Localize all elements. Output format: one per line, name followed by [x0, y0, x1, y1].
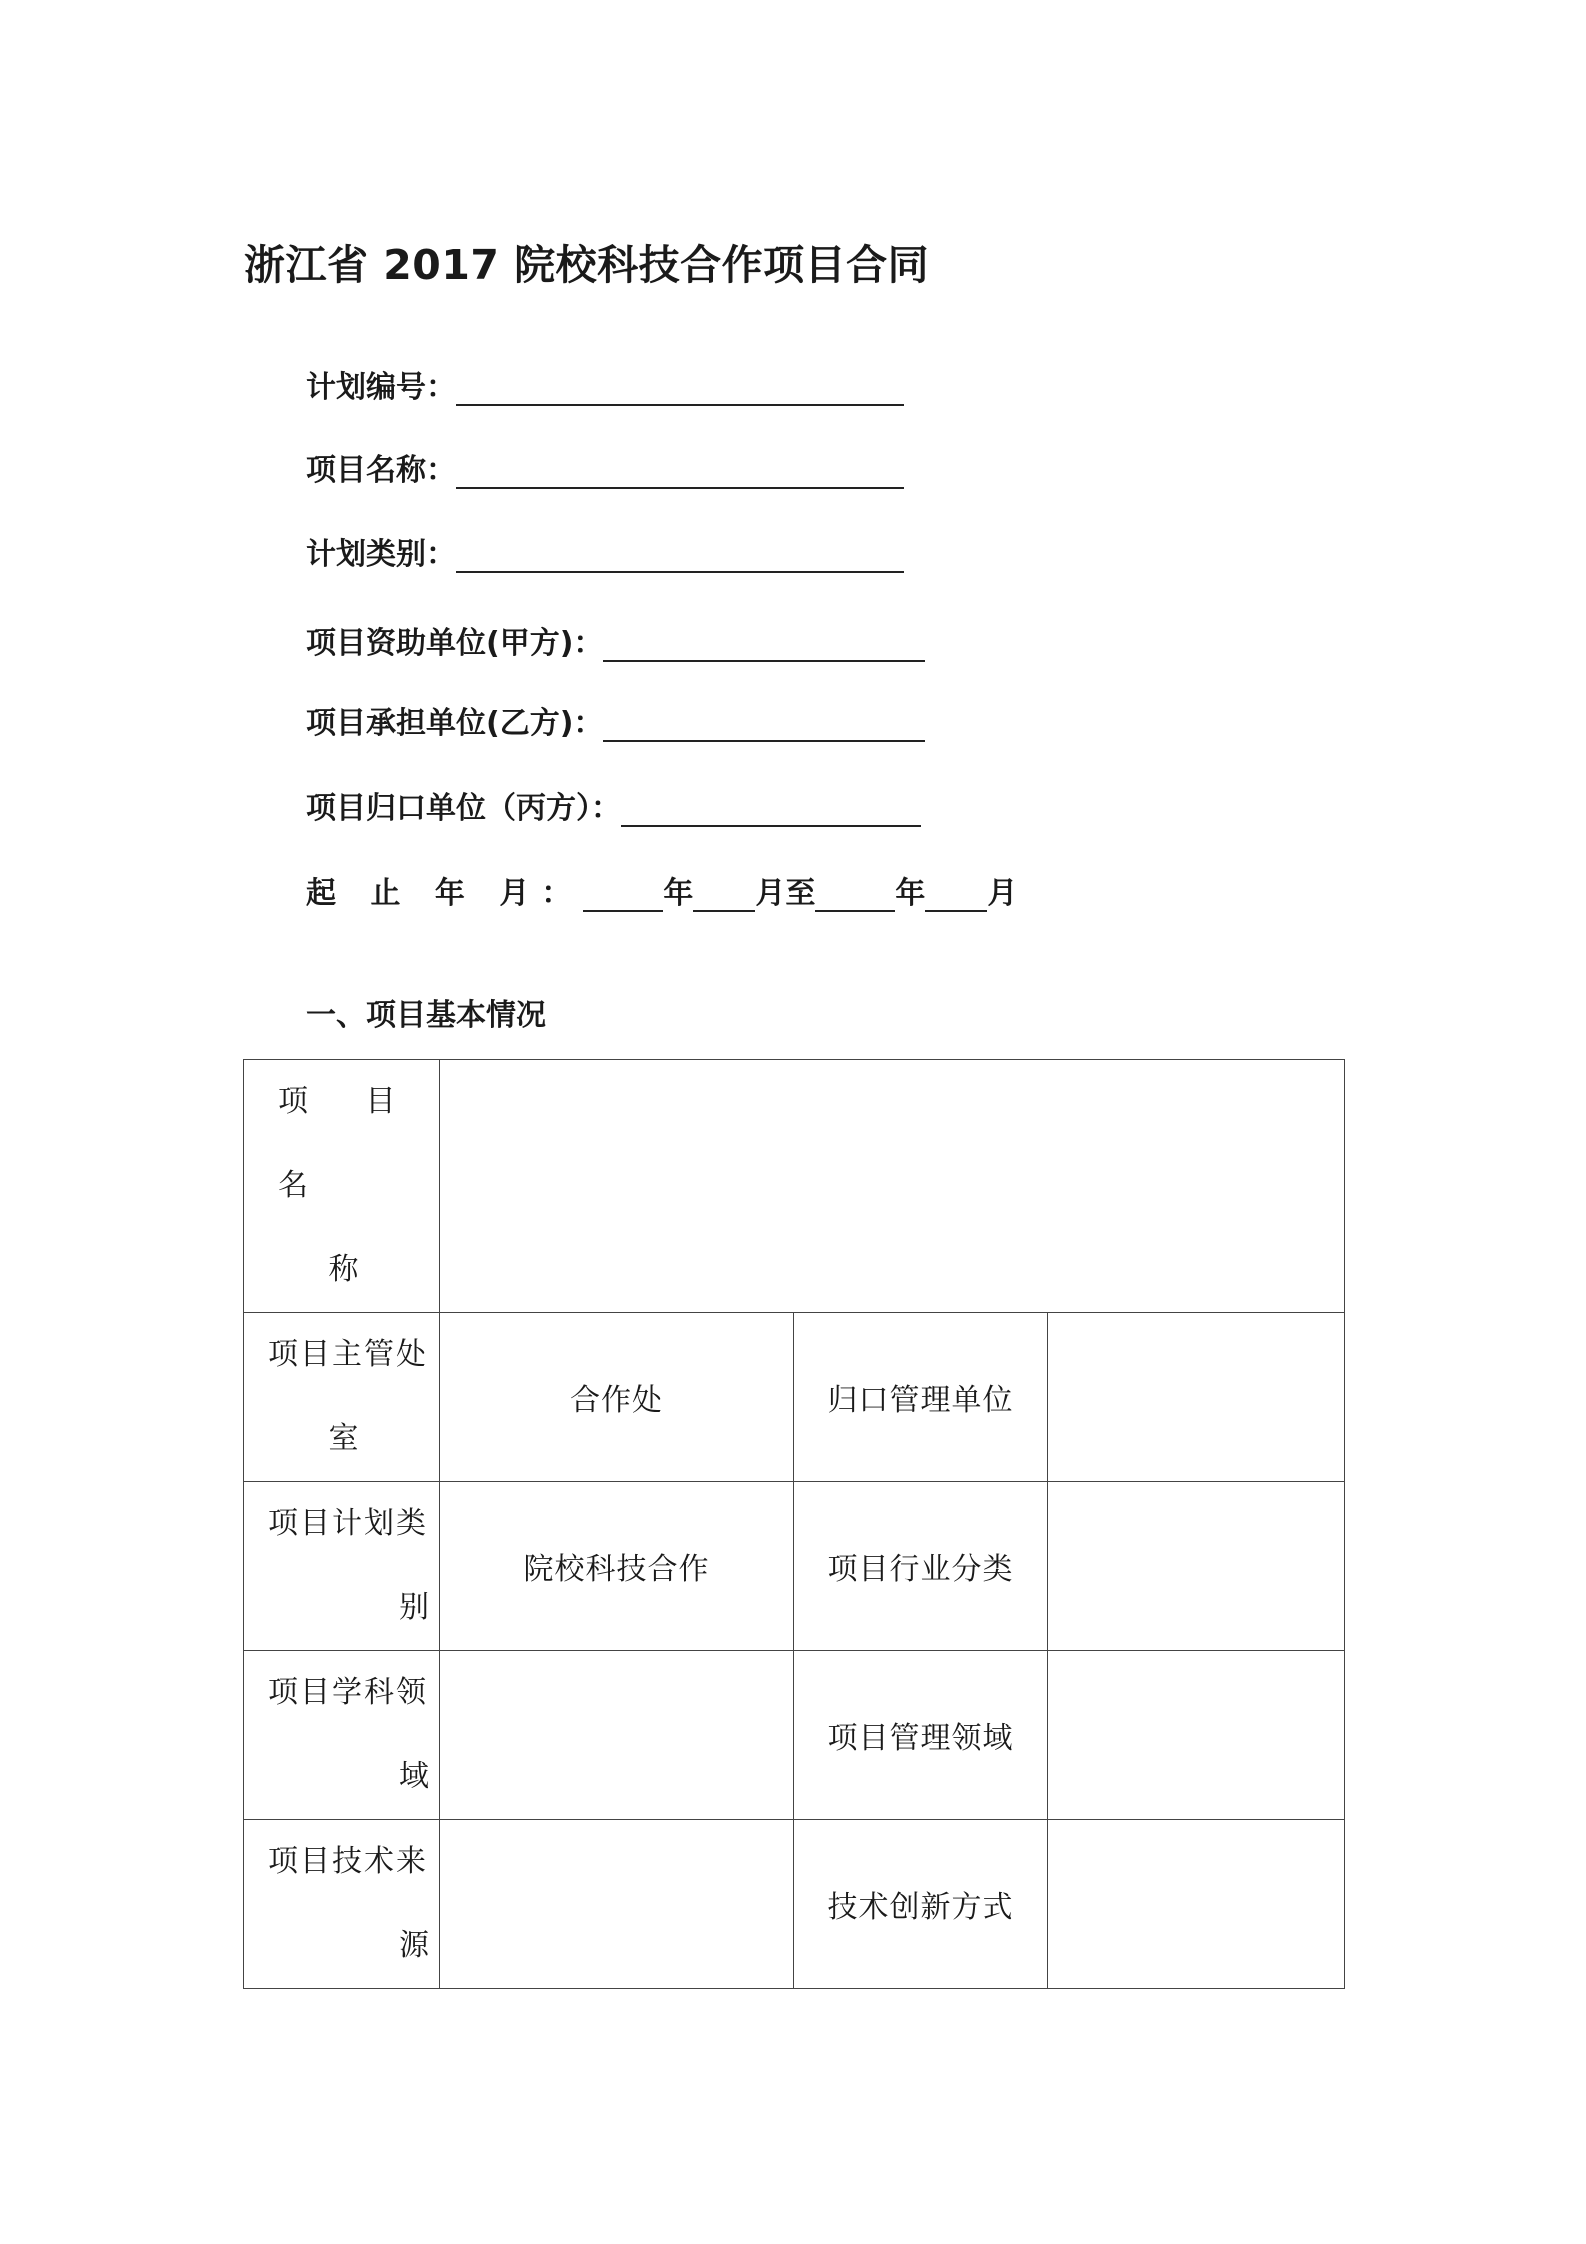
period-label: 起 止 年 月： — [306, 876, 584, 911]
table-row — [244, 1060, 1345, 1313]
undertaking-unit-label: 项目承担单位(乙方)： — [306, 706, 604, 741]
row-label-line2: 域 — [399, 1759, 429, 1794]
table-cell-label — [244, 1820, 440, 1989]
year-label-1: 年 — [663, 876, 694, 911]
plan-number-label: 计划编号： — [306, 370, 456, 405]
plan-category-label: 计划类别： — [306, 537, 456, 572]
table-row — [244, 1482, 1345, 1651]
table-cell-label — [244, 1313, 440, 1482]
project-name-blank[interactable] — [456, 449, 904, 489]
table-row — [244, 1313, 1345, 1482]
table-cell-value-b[interactable] — [1048, 1820, 1345, 1989]
row-label-line2: 称 — [328, 1252, 359, 1287]
undertaking-unit-field — [306, 696, 925, 742]
table-cell-value-b[interactable] — [1048, 1313, 1345, 1482]
table-cell-value[interactable]: 合作处 — [440, 1313, 794, 1482]
table-cell-value-b[interactable] — [1048, 1651, 1345, 1820]
row-label-line1: 项 目 名 — [278, 1084, 420, 1203]
funding-unit-field — [306, 616, 925, 662]
table-cell-value[interactable] — [440, 1651, 794, 1820]
table-cell-label — [244, 1060, 440, 1313]
row-label-line2: 室 — [328, 1421, 359, 1456]
row-label-line2: 源 — [399, 1928, 429, 1963]
admin-unit-blank[interactable] — [621, 787, 921, 827]
table-cell-label-b: 归口管理单位 — [794, 1313, 1048, 1482]
table-cell-label — [244, 1651, 440, 1820]
year-label-2: 年 — [895, 876, 926, 911]
table-cell-label-b: 项目管理领域 — [794, 1651, 1048, 1820]
table-cell-label-b: 技术创新方式 — [794, 1820, 1048, 1989]
plan-number-blank[interactable] — [456, 366, 904, 406]
row-label-line2: 别 — [399, 1590, 429, 1625]
project-name-label: 项目名称： — [306, 453, 456, 488]
start-year-blank[interactable] — [583, 872, 663, 912]
table-cell-label — [244, 1482, 440, 1651]
project-name-cell[interactable] — [440, 1060, 1345, 1313]
table-row — [244, 1651, 1345, 1820]
funding-unit-label: 项目资助单位(甲方)： — [306, 626, 604, 661]
period-field — [306, 866, 1017, 912]
plan-number-field — [306, 360, 904, 406]
table-cell-label-b: 项目行业分类 — [794, 1482, 1048, 1651]
section-title: 一、项目基本情况 — [306, 998, 546, 1033]
row-label-line1: 项目学科领 — [268, 1675, 428, 1710]
admin-unit-label: 项目归口单位（丙方）： — [306, 791, 621, 826]
plan-category-blank[interactable] — [456, 533, 904, 573]
row-label-line1: 项目技术来 — [268, 1844, 428, 1879]
project-info-table — [243, 1059, 1345, 1989]
end-month-blank[interactable] — [925, 872, 987, 912]
admin-unit-field — [306, 781, 921, 827]
funding-unit-blank[interactable] — [603, 622, 925, 662]
table-cell-value-b[interactable] — [1048, 1482, 1345, 1651]
month-to-label: 月至 — [755, 876, 816, 911]
month-label-2: 月 — [987, 876, 1018, 911]
row-label-line1: 项目计划类 — [268, 1506, 428, 1541]
table-cell-value[interactable]: 院校科技合作 — [440, 1482, 794, 1651]
project-name-field — [306, 443, 904, 489]
undertaking-unit-blank[interactable] — [603, 702, 925, 742]
table-row — [244, 1820, 1345, 1989]
end-year-blank[interactable] — [815, 872, 895, 912]
table-cell-value[interactable] — [440, 1820, 794, 1989]
start-month-blank[interactable] — [693, 872, 755, 912]
document-title: 浙江省 2017 院校科技合作项目合同 — [244, 241, 930, 289]
plan-category-field — [306, 527, 904, 573]
row-label-line1: 项目主管处 — [268, 1337, 428, 1372]
